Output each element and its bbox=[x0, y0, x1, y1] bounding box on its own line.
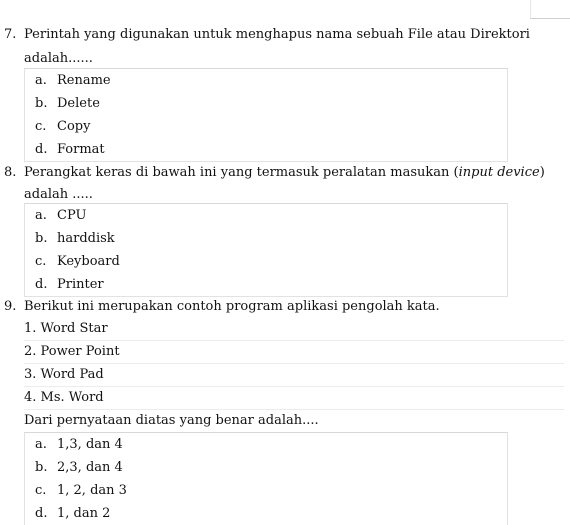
option-8d[interactable] bbox=[25, 273, 507, 296]
question-8-options bbox=[24, 203, 508, 297]
question-7-text: Perintah yang digunakan untuk menghapus nama sebuah File atau Direktori bbox=[24, 27, 530, 42]
question-8-number: 8. bbox=[4, 165, 17, 180]
option-letter: d. bbox=[35, 277, 48, 292]
question-8-text-italic: input device bbox=[458, 165, 540, 180]
question-9-number: 9. bbox=[4, 299, 17, 314]
question-8-text: Perangkat keras di bawah ini yang termasuk peralatan masukan ( bbox=[24, 165, 459, 180]
option-letter: d. bbox=[35, 506, 48, 521]
option-8b[interactable] bbox=[25, 227, 507, 250]
question-8-text-end: ) bbox=[539, 165, 545, 180]
option-letter: c. bbox=[35, 483, 47, 498]
question-9-item-2: 2. Power Point bbox=[24, 344, 120, 359]
question-8-line-1 bbox=[4, 164, 545, 182]
option-text: 1,3, dan 4 bbox=[57, 437, 123, 452]
question-9-options bbox=[24, 432, 508, 525]
option-7a[interactable] bbox=[25, 69, 507, 92]
option-7c[interactable] bbox=[25, 115, 507, 138]
option-text: 1, dan 2 bbox=[57, 506, 111, 521]
question-7-line-1 bbox=[4, 26, 530, 44]
option-9b[interactable] bbox=[25, 456, 507, 479]
option-text: Copy bbox=[57, 119, 91, 134]
option-letter: b. bbox=[35, 231, 48, 246]
question-9-item-4: 4. Ms. Word bbox=[24, 390, 104, 405]
option-letter: a. bbox=[35, 73, 47, 88]
question-9-line-1 bbox=[4, 298, 440, 316]
option-7d[interactable] bbox=[25, 138, 507, 161]
option-text: Keyboard bbox=[57, 254, 120, 269]
option-8a[interactable] bbox=[25, 204, 507, 227]
question-9-item-3: 3. Word Pad bbox=[24, 367, 104, 382]
page-corner-divider bbox=[530, 0, 570, 19]
question-9-item-row bbox=[24, 386, 564, 410]
option-text: CPU bbox=[57, 208, 87, 223]
question-8-line-2: adalah ..... bbox=[24, 187, 93, 202]
option-letter: a. bbox=[35, 208, 47, 223]
question-9-text: Berikut ini merupakan contoh program aplikasi pengolah kata. bbox=[24, 299, 440, 314]
option-text: Delete bbox=[57, 96, 100, 111]
option-letter: c. bbox=[35, 254, 47, 269]
option-text: 1, 2, dan 3 bbox=[57, 483, 127, 498]
question-7-line-2: adalah...... bbox=[24, 51, 93, 66]
option-letter: b. bbox=[35, 460, 48, 475]
question-7-options bbox=[24, 68, 508, 162]
option-7b[interactable] bbox=[25, 92, 507, 115]
option-letter: a. bbox=[35, 437, 47, 452]
option-text: Printer bbox=[57, 277, 104, 292]
option-text: Format bbox=[57, 142, 105, 157]
question-9-prompt: Dari pernyataan diatas yang benar adalah.... bbox=[24, 413, 319, 428]
option-letter: d. bbox=[35, 142, 48, 157]
option-text: 2,3, dan 4 bbox=[57, 460, 123, 475]
question-9-item-1: 1. Word Star bbox=[24, 321, 108, 336]
option-8c[interactable] bbox=[25, 250, 507, 273]
question-9-item-row bbox=[24, 363, 564, 387]
question-7-number: 7. bbox=[4, 27, 17, 42]
option-text: Rename bbox=[57, 73, 111, 88]
option-letter: b. bbox=[35, 96, 48, 111]
option-text: harddisk bbox=[57, 231, 115, 246]
option-9a[interactable] bbox=[25, 433, 507, 456]
option-letter: c. bbox=[35, 119, 47, 134]
option-9c[interactable] bbox=[25, 479, 507, 502]
